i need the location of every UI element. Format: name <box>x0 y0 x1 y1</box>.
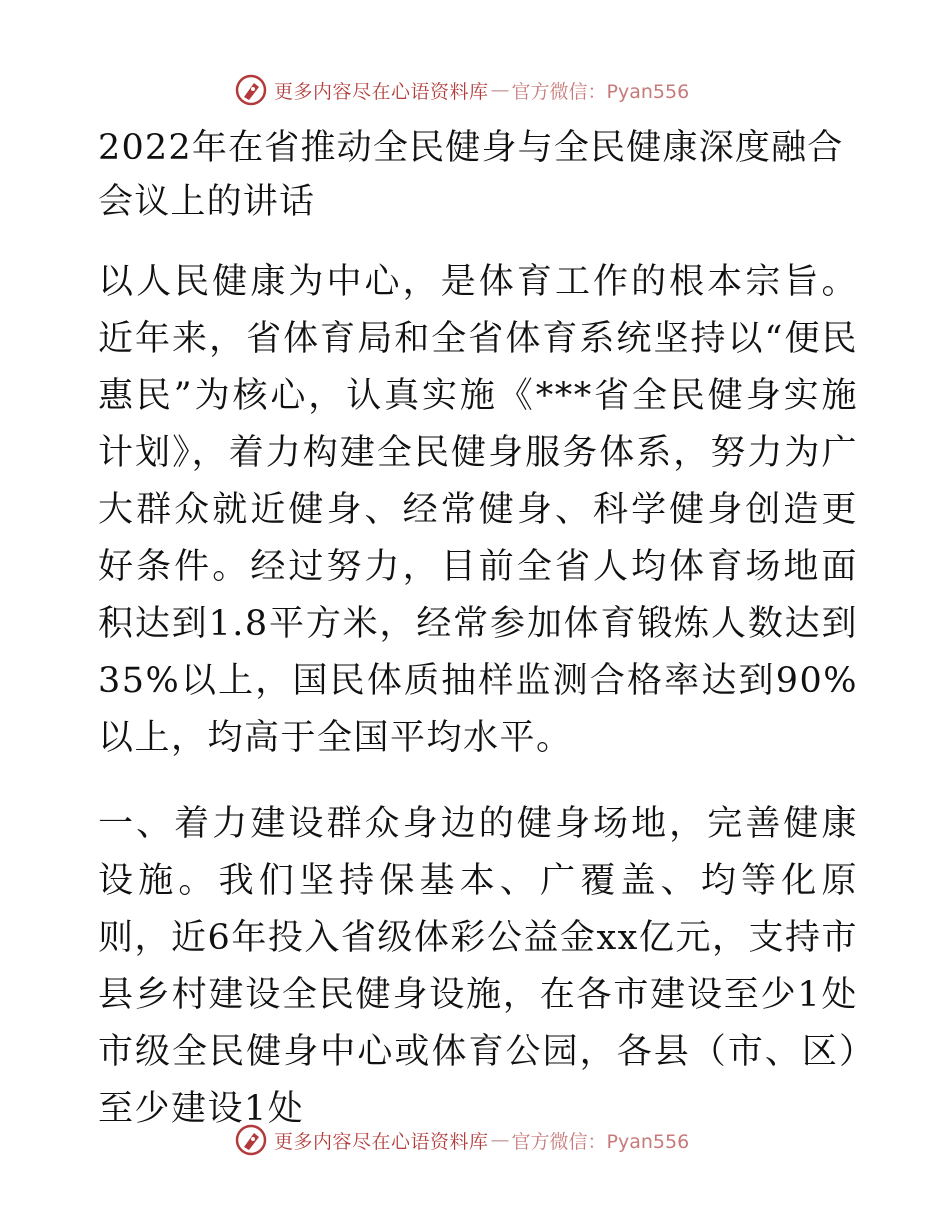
pen-nib-circle-icon <box>234 1123 268 1157</box>
document-title: 2022年在省推动全民健身与全民健康深度融合会议上的讲话 <box>98 128 844 222</box>
body-paragraph-1: 以人民健康为中心，是体育工作的根本宗旨。近年来，省体育局和全省体育系统坚持以“便民惠民”为核心，认真实施《***省全民健身实施计划》，着力构建全民健身服务体系，努力为广大群众就近健身、经常健身、科学健身创造更好条件。经过努力，目前全省人均体育场地面积达到1.8平方米，经常参加体育锻炼人数达到35%以上，国民体质抽样监测合格率达到90%以上，均高于全国平均水平。 <box>98 262 858 758</box>
header-watermark <box>234 72 689 108</box>
body-paragraph-2: 一、着力建设群众身边的健身场地，完善健康设施。我们坚持保基本、广覆盖、均等化原则，近6年投入省级体彩公益金xx亿元，支持市县乡村建设全民健身设施，在各市建设至少1处市级全民健身中心或体育公园，各县（市、区）至少建设1处 <box>98 804 858 1129</box>
watermark-contact-text: 官方微信：Pyan556 <box>511 1130 690 1153</box>
watermark-brand-text: 更多内容尽在心语资料库 <box>274 80 489 103</box>
pen-nib-circle-icon <box>234 73 268 107</box>
watermark-separator: — <box>490 79 510 101</box>
watermark-contact-text: 官方微信：Pyan556 <box>511 80 690 103</box>
watermark-separator: — <box>490 1129 510 1151</box>
watermark-brand-text: 更多内容尽在心语资料库 <box>274 1130 489 1153</box>
footer-watermark <box>234 1122 689 1158</box>
